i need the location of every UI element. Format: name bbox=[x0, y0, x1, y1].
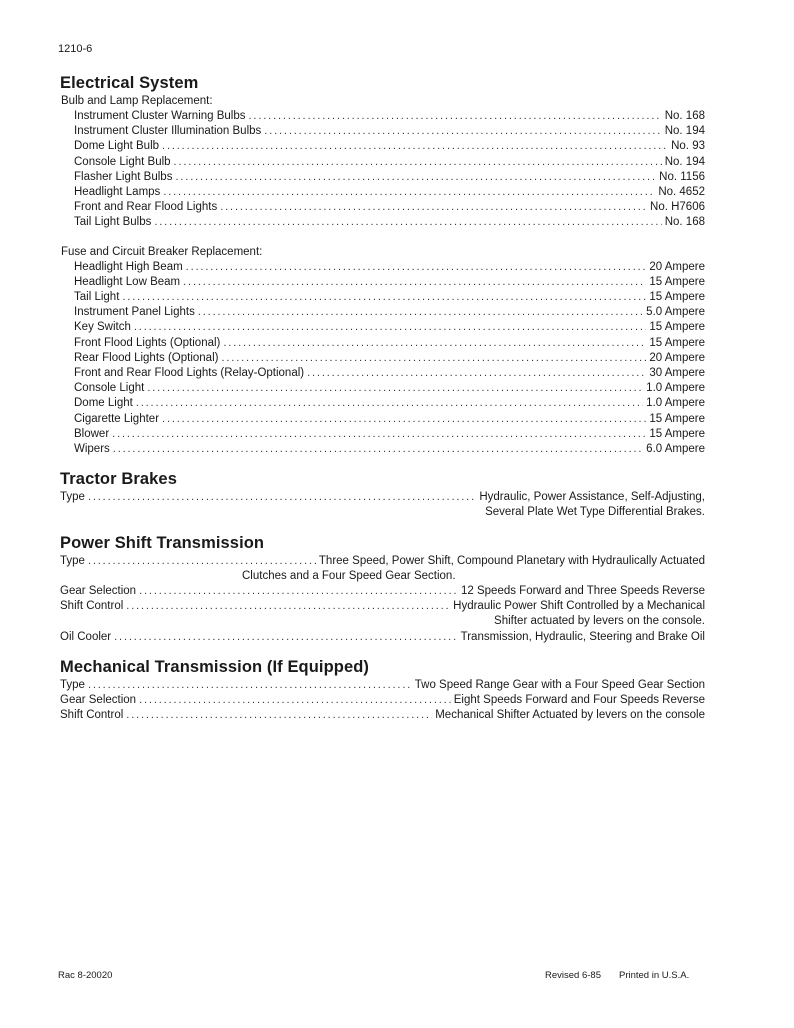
dot-leader bbox=[112, 427, 646, 442]
spec-value: Three Speed, Power Shift, Compound Planetary with Hydraulically Actuated bbox=[318, 554, 705, 567]
spec-value: No. 194 bbox=[664, 155, 705, 168]
spec-row bbox=[60, 490, 705, 505]
dot-leader bbox=[174, 155, 662, 170]
dot-leader bbox=[223, 336, 646, 351]
spec-row bbox=[60, 215, 705, 230]
dot-leader bbox=[114, 630, 457, 645]
spec-label: Headlight Low Beam bbox=[74, 275, 181, 288]
spec-label: Type bbox=[60, 554, 85, 567]
spec-label: Instrument Cluster Warning Bulbs bbox=[74, 110, 246, 122]
spec-label: Type bbox=[60, 491, 85, 504]
spec-row bbox=[60, 124, 705, 139]
spec-value: 15 Ampere bbox=[649, 412, 705, 425]
group-spacer bbox=[60, 231, 705, 245]
spec-row bbox=[60, 305, 705, 320]
spec-value-continuation: Several Plate Wet Type Differential Brakes. bbox=[485, 506, 705, 519]
spec-value: 15 Ampere bbox=[649, 427, 705, 440]
section-heading: Power Shift Transmission bbox=[60, 533, 265, 552]
spec-value: 12 Speeds Forward and Three Speeds Reverse bbox=[461, 585, 705, 598]
spec-label: Headlight High Beam bbox=[74, 260, 183, 273]
spec-value: 15 Ampere bbox=[649, 291, 705, 304]
spec-row bbox=[60, 200, 705, 215]
spec-value: 15 Ampere bbox=[649, 321, 705, 334]
dot-leader bbox=[186, 260, 647, 275]
dot-leader bbox=[122, 290, 646, 305]
dot-leader bbox=[264, 124, 661, 139]
spec-value: No. H7606 bbox=[650, 201, 705, 214]
spec-value: 1.0 Ampere bbox=[646, 397, 705, 410]
spec-label: Dome Light bbox=[74, 397, 133, 410]
section-electrical bbox=[60, 72, 705, 457]
group-subheading: Bulb and Lamp Replacement: bbox=[61, 95, 213, 107]
spec-value: Eight Speeds Forward and Four Speeds Reverse bbox=[453, 694, 705, 707]
dot-leader bbox=[126, 708, 432, 723]
dot-leader bbox=[175, 170, 656, 185]
spec-value: 30 Ampere bbox=[649, 367, 705, 380]
revised-date: Revised 6-85 bbox=[545, 970, 601, 981]
spec-value: 20 Ampere bbox=[649, 260, 705, 273]
dot-leader bbox=[126, 599, 450, 614]
dot-leader bbox=[163, 185, 655, 200]
spec-row bbox=[60, 109, 705, 124]
spec-row bbox=[60, 554, 705, 569]
spec-row bbox=[60, 584, 705, 599]
spec-value: No. 194 bbox=[664, 125, 705, 138]
spec-value: 15 Ampere bbox=[649, 336, 705, 349]
spec-label: Shift Control bbox=[60, 709, 124, 722]
spec-row bbox=[60, 412, 705, 427]
dot-leader bbox=[136, 396, 643, 411]
dot-leader bbox=[139, 584, 458, 599]
spec-content bbox=[60, 72, 705, 735]
spec-row bbox=[60, 442, 705, 457]
spec-label: Key Switch bbox=[74, 321, 131, 334]
spec-row bbox=[60, 290, 705, 305]
dot-leader bbox=[88, 490, 476, 505]
spec-row bbox=[60, 351, 705, 366]
dot-leader bbox=[162, 412, 646, 427]
spec-label: Cigarette Lighter bbox=[74, 412, 160, 425]
spec-value: 1.0 Ampere bbox=[646, 382, 705, 395]
spec-row bbox=[60, 185, 705, 200]
spec-row bbox=[60, 139, 705, 154]
spec-row bbox=[60, 320, 705, 335]
spec-value: No. 1156 bbox=[659, 170, 705, 183]
dot-leader bbox=[154, 215, 661, 230]
spec-value: Transmission, Hydraulic, Steering and Brake Oil bbox=[460, 630, 705, 643]
dot-leader bbox=[88, 678, 412, 693]
spec-row bbox=[60, 366, 705, 381]
spec-value: 6.0 Ampere bbox=[646, 443, 705, 456]
dot-leader bbox=[139, 693, 451, 708]
spec-value: 20 Ampere bbox=[649, 351, 705, 364]
spec-label: Headlight Lamps bbox=[74, 186, 161, 199]
section-heading: Mechanical Transmission (If Equipped) bbox=[60, 657, 370, 676]
spec-value: No. 93 bbox=[671, 140, 705, 153]
spec-value: No. 168 bbox=[664, 216, 705, 229]
printed-in: Printed in U.S.A. bbox=[618, 970, 690, 981]
dot-leader bbox=[198, 305, 643, 320]
section-mechanical bbox=[60, 656, 705, 724]
spec-value: No. 168 bbox=[664, 110, 705, 122]
spec-label: Wipers bbox=[74, 443, 110, 456]
dot-leader bbox=[134, 320, 646, 335]
spec-label: Front and Rear Flood Lights bbox=[74, 201, 218, 214]
dot-leader bbox=[307, 366, 646, 381]
page-number: 1210-6 bbox=[58, 43, 93, 55]
section-powershift bbox=[60, 532, 705, 645]
spec-label: Shift Control bbox=[60, 600, 124, 613]
spec-label: Oil Cooler bbox=[60, 630, 112, 643]
spec-label: Gear Selection bbox=[60, 585, 137, 598]
spec-row bbox=[60, 155, 705, 170]
spec-value: Two Speed Range Gear with a Four Speed Gear Section bbox=[414, 678, 705, 691]
section-heading: Electrical System bbox=[60, 74, 199, 92]
spec-label: Rear Flood Lights (Optional) bbox=[74, 351, 219, 364]
spec-row bbox=[60, 427, 705, 442]
spec-row bbox=[60, 396, 705, 411]
dot-leader bbox=[88, 554, 316, 569]
spec-label: Front and Rear Flood Lights (Relay-Optional) bbox=[74, 367, 305, 380]
document-code: Rac 8-20020 bbox=[58, 970, 113, 981]
spec-label: Instrument Panel Lights bbox=[74, 306, 195, 319]
dot-leader bbox=[220, 200, 647, 215]
spec-row bbox=[60, 630, 705, 645]
spec-label: Console Light bbox=[74, 382, 145, 395]
section-heading: Tractor Brakes bbox=[60, 470, 177, 489]
spec-value: Hydraulic Power Shift Controlled by a Mechanical bbox=[453, 600, 705, 613]
spec-value-continuation: Clutches and a Four Speed Gear Section. bbox=[242, 569, 456, 582]
spec-label: Tail Light bbox=[74, 291, 120, 304]
spec-row bbox=[60, 599, 705, 614]
print-info bbox=[545, 970, 689, 981]
dot-leader bbox=[221, 351, 646, 366]
spec-label: Front Flood Lights (Optional) bbox=[74, 336, 221, 349]
spec-value: 15 Ampere bbox=[649, 275, 705, 288]
spec-label: Console Light Bulb bbox=[74, 155, 171, 168]
spec-label: Flasher Light Bulbs bbox=[74, 170, 173, 183]
dot-leader bbox=[249, 109, 662, 124]
spec-row bbox=[60, 693, 705, 708]
spec-row bbox=[60, 260, 705, 275]
spec-label: Dome Light Bulb bbox=[74, 140, 160, 153]
spec-value: Hydraulic, Power Assistance, Self-Adjusting, bbox=[479, 491, 705, 504]
spec-row bbox=[60, 170, 705, 185]
spec-label: Type bbox=[60, 678, 85, 691]
spec-value: 5.0 Ampere bbox=[646, 306, 705, 319]
spec-value-continuation: Shifter actuated by levers on the console. bbox=[494, 615, 705, 628]
spec-value: Mechanical Shifter Actuated by levers on the console bbox=[435, 709, 705, 722]
spec-value: No. 4652 bbox=[658, 186, 705, 199]
group-subheading: Fuse and Circuit Breaker Replacement: bbox=[61, 245, 263, 258]
dot-leader bbox=[113, 442, 643, 457]
section-brakes bbox=[60, 468, 705, 520]
spec-label: Blower bbox=[74, 427, 110, 440]
spec-label: Instrument Cluster Illumination Bulbs bbox=[74, 125, 262, 138]
spec-row bbox=[60, 336, 705, 351]
spec-label: Tail Light Bulbs bbox=[74, 216, 152, 229]
spec-row bbox=[60, 708, 705, 723]
dot-leader bbox=[183, 275, 646, 290]
spec-row bbox=[60, 678, 705, 693]
spec-row bbox=[60, 381, 705, 396]
spec-label: Gear Selection bbox=[60, 694, 137, 707]
dot-leader bbox=[162, 139, 668, 154]
spec-row bbox=[60, 275, 705, 290]
dot-leader bbox=[147, 381, 643, 396]
